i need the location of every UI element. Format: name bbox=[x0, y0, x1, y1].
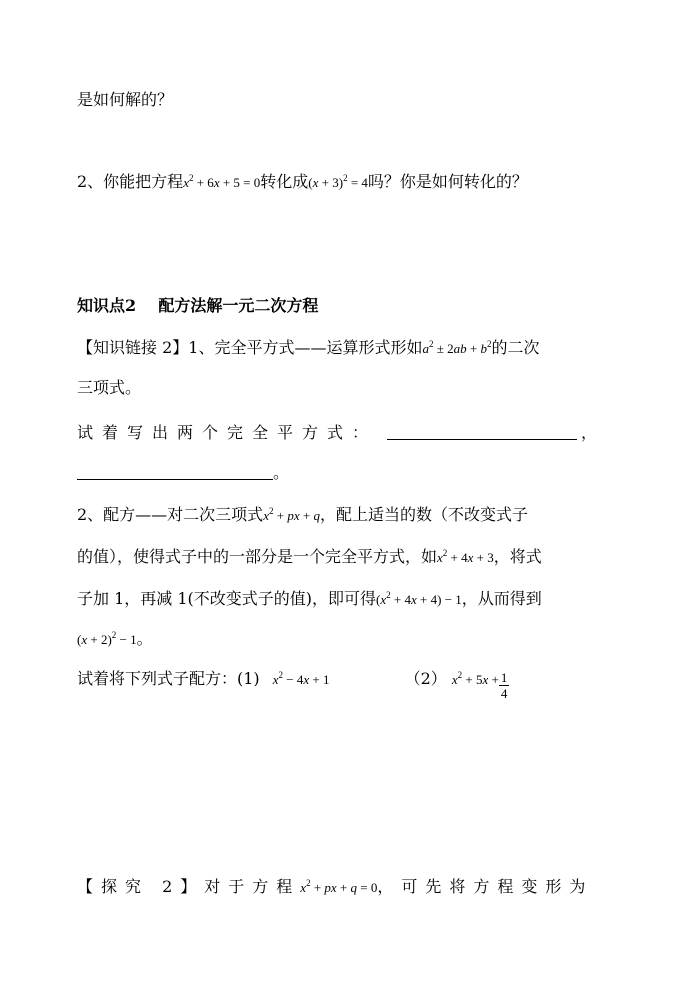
text: 试着将下列式子配方：(1) bbox=[77, 669, 260, 688]
try-write-line bbox=[77, 423, 597, 443]
text: ，将式 bbox=[493, 547, 542, 566]
text: 子加 1，再减 1(不改变式子的值)，即可得 bbox=[77, 589, 377, 608]
exercise-2-expr: $x^2 + 5x$ + bbox=[451, 670, 499, 687]
complete-square-def bbox=[77, 505, 528, 526]
example-result: $(x + 2)^2 - 1$ bbox=[77, 630, 137, 647]
text: 三项式。 bbox=[77, 378, 142, 397]
answer-blank-1[interactable] bbox=[387, 423, 577, 440]
text: ，配上适当的数（不改变式子 bbox=[319, 505, 528, 524]
exercise-line bbox=[77, 669, 509, 701]
answer-blank-2[interactable] bbox=[77, 463, 273, 480]
equation-2: $(x + 3)^2 = 4$ bbox=[308, 173, 368, 190]
example-step: $(x^2 + 4x + 4) - 1$ bbox=[376, 590, 462, 607]
explore-2 bbox=[77, 877, 593, 898]
text: ， bbox=[581, 423, 598, 442]
text: 的值），使得式子中的一部分是一个完全平方式，如 bbox=[77, 547, 438, 566]
exercise-1-expr: $x^2 - 4x + 1$ bbox=[272, 670, 330, 687]
text: 【知识链接 2】1、完全平方式——运算形式形如 bbox=[77, 338, 423, 357]
section-heading bbox=[77, 296, 318, 316]
text: 。 bbox=[273, 463, 290, 482]
trinomial: $x^2$ + px + q bbox=[263, 506, 320, 523]
text: 【探究 2】对于方程 bbox=[77, 877, 301, 896]
complete-square-def-3 bbox=[77, 589, 542, 610]
try-write-line-2 bbox=[77, 463, 289, 483]
text: ，可先将方程变形为 bbox=[377, 877, 594, 896]
equation-1: $x^2 + 6x + 5 = 0$ bbox=[183, 173, 261, 190]
text: 。 bbox=[136, 629, 153, 648]
text: 2、配方——对二次三项式 bbox=[77, 505, 264, 524]
text: 转化成 bbox=[260, 172, 309, 191]
text: ，从而得到 bbox=[461, 589, 542, 608]
heading-text: 知识点2 配方法解一元二次方程 bbox=[77, 296, 319, 315]
complete-square-def-4 bbox=[77, 629, 153, 650]
knowledge-link-cont bbox=[77, 378, 141, 398]
text: 是如何解的？ bbox=[77, 90, 174, 109]
text: 的二次 bbox=[491, 338, 540, 357]
perfect-square-formula: $a^2 \pm 2ab + b^2$ bbox=[422, 339, 492, 356]
knowledge-link bbox=[77, 338, 539, 359]
text: 2、你能把方程 bbox=[77, 172, 184, 191]
text-line-1 bbox=[77, 90, 173, 110]
fraction-one-quarter: $\frac{1}{4}$ bbox=[500, 670, 508, 701]
complete-square-def-2 bbox=[77, 547, 542, 568]
text: 试着写出两个完全平方式： bbox=[77, 423, 378, 442]
question-2 bbox=[77, 172, 528, 193]
text: 吗？你是如何转化的？ bbox=[367, 172, 528, 191]
explore-equation: $x^2$ + px + q = 0 bbox=[300, 878, 378, 895]
text: （2） bbox=[404, 669, 447, 688]
example-expr: $x^2 + 4x + 3$ bbox=[437, 548, 494, 565]
